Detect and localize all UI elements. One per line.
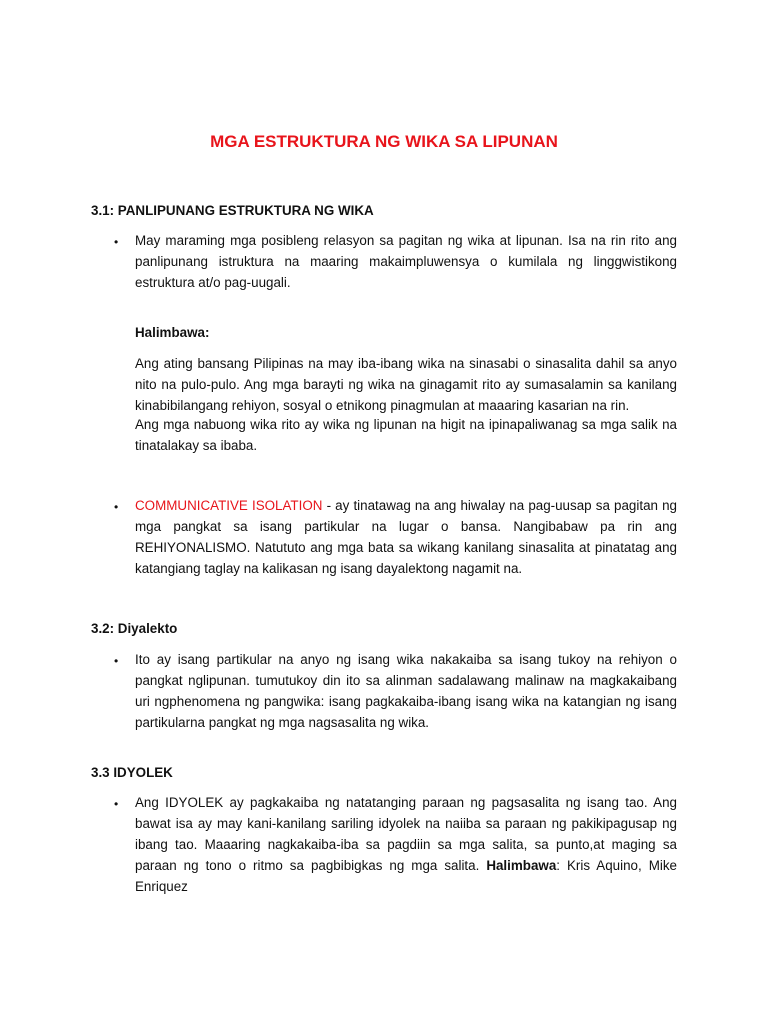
communicative-isolation-text: - ay tinatawag na ang hiwalay na pag-uusap sa pagitan ng mga pangkat sa isang partikular na lugar o bansa. Nangibabaw pa rin ang REHIYONALISMO. Natututo ang mga bata sa wikang kanilang sinasalita at pinatatag ang katangiang taglay na kalikasan ng isang dayalektong nagamit na. bbox=[135, 498, 678, 576]
section-3-1-bullet-1: May maraming mga posibleng relasyon sa pagitan ng wika at lipunan. Isa na rin rito ang panlipunang istruktura na maaring makaimpluwensya o kumilala ng linggwistikong estruktura at/o pag-uugali. bbox=[135, 233, 677, 290]
section-3-2-bullet-1: Ito ay isang partikular na anyo ng isang wika nakakaiba sa isang tukoy na rehiyon o pangkat nglipunan. tumutukoy din ito sa alinman sadalawang malinaw na magkakaibang uri ngphenomena ng pangwika: isang pagkakaiba-ibang isang wika na katangian ng isang partikularna pangkat ng mga nagsasalita ng wika. bbox=[135, 652, 677, 730]
section-3-3-bullet-1 bbox=[135, 792, 677, 897]
section-3-1-bullet-2 bbox=[135, 495, 677, 579]
bullet-marker: • bbox=[114, 500, 119, 514]
idyolek-example-names: : Kris Aquino, Mike Enriquez bbox=[135, 858, 677, 894]
section-heading-3-1: 3.1: PANLIPUNANG ESTRUKTURA NG WIKA bbox=[91, 203, 374, 218]
section-heading-3-2: 3.2: Diyalekto bbox=[91, 621, 178, 636]
bullet-marker: • bbox=[114, 797, 119, 811]
communicative-isolation-term: COMMUNICATIVE ISOLATION bbox=[135, 498, 323, 513]
example-paragraph-2: Ang mga nabuong wika rito ay wika ng lipunan na higit na ipinapaliwanag sa mga salik na tinatalakay sa ibaba. bbox=[135, 417, 677, 453]
idyolek-example-label: Halimbawa bbox=[486, 858, 557, 873]
bullet-marker: • bbox=[114, 235, 119, 249]
example-label: Halimbawa: bbox=[135, 325, 210, 340]
example-paragraph-1: Ang ating bansang Pilipinas na may iba-ibang wika na sinasabi o sinasalita dahil sa anyo nito na pulo-pulo. Ang mga barayti ng wika na ginagamit rito ay sumasalamin sa kanilang kinabibilangang rehiyon, sosyal o etnikong pinagmulan at maaaring kasarian na rin. bbox=[135, 356, 677, 413]
page-title: MGA ESTRUKTURA NG WIKA SA LIPUNAN bbox=[210, 132, 558, 151]
section-heading-3-3: 3.3 IDYOLEK bbox=[91, 765, 173, 780]
idyolek-text: Ang IDYOLEK ay pagkakaiba ng natatanging paraan ng pagsasalita ng isang tao. Ang bawat isa ay may kani-kanilang sariling idyolek na naiiba sa paraan ng pakikipagusap ng ibang tao. Maaaring nagkakaiba-iba sa pagdiin sa mga salita, sa punto,at maging sa paraan ng tono o ritmo sa pagbibigkas ng mga salita. bbox=[135, 795, 677, 873]
bullet-marker: • bbox=[114, 654, 119, 668]
